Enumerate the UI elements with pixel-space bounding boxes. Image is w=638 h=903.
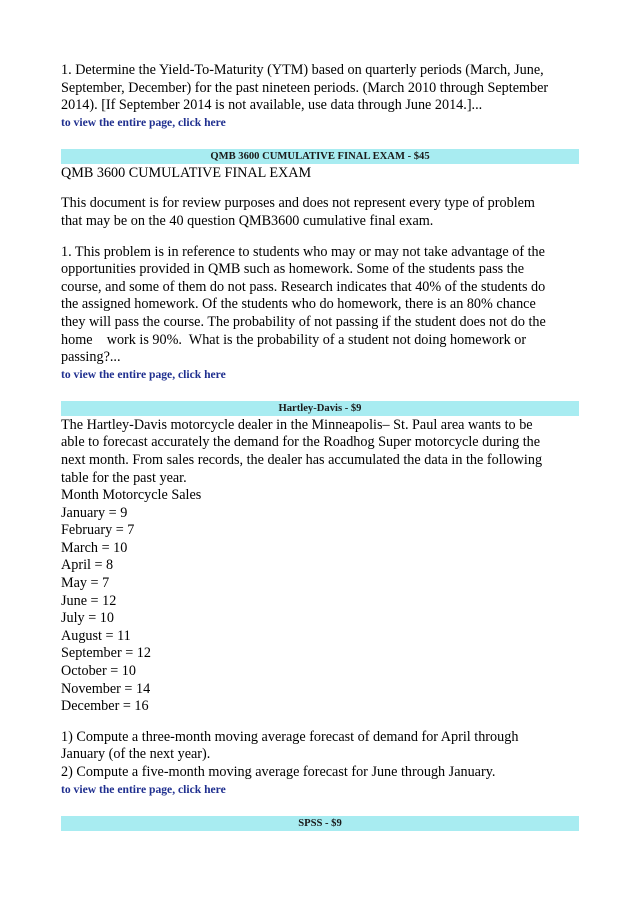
text-line: table for the past year. [61, 469, 187, 486]
list-item: July = 10 [61, 610, 114, 627]
document-title: QMB 3600 CUMULATIVE FINAL EXAM [61, 164, 312, 181]
spacer [61, 231, 579, 244]
product-header-spss[interactable]: SPSS - $9 [61, 816, 579, 831]
view-entire-page-link[interactable]: to view the entire page, click here [61, 115, 226, 129]
monthly-sales-list [61, 505, 579, 716]
homework-problem-paragraph [61, 244, 579, 367]
list-item: August = 11 [61, 627, 131, 644]
view-entire-page-link[interactable]: to view the entire page, click here [61, 367, 226, 381]
spacer [61, 182, 579, 195]
product-header-qmb3600[interactable]: QMB 3600 CUMULATIVE FINAL EXAM - $45 [61, 149, 579, 164]
list-item: May = 7 [61, 575, 110, 592]
text-line: 1) Compute a three-month moving average forecast of demand for April through [61, 728, 519, 745]
list-item: June = 12 [61, 592, 117, 609]
product-header-hartley-davis[interactable]: Hartley-Davis - $9 [61, 401, 579, 416]
text-line: September, December) for the past nineteen periods. (March 2010 through September [61, 79, 549, 96]
text-line: course, and some of them do not pass. Research indicates that 40% of the students do [61, 278, 546, 295]
list-item: March = 10 [61, 539, 128, 556]
text-line: 2014). [If September 2014 is not available, use data through June 2014.]... [61, 97, 483, 114]
text-line: passing?... [61, 349, 121, 366]
text-line: 2) Compute a five-month moving average forecast for June through January. [61, 764, 496, 780]
list-item: December = 16 [61, 698, 149, 715]
list-item: September = 12 [61, 645, 151, 662]
ytm-excerpt [61, 62, 579, 115]
list-item: January = 9 [61, 504, 128, 521]
view-entire-page-link[interactable]: to view the entire page, click here [61, 782, 226, 796]
list-item: February = 7 [61, 522, 135, 539]
forecast-questions [61, 729, 579, 782]
sales-table-heading: Month Motorcycle Sales [61, 487, 202, 504]
text-line: they will pass the course. The probability of not passing if the student does not do the [61, 313, 546, 330]
spacer [61, 716, 579, 729]
review-note-paragraph [61, 195, 579, 230]
text-line: January (of the next year). [61, 746, 211, 763]
list-item: October = 10 [61, 663, 136, 680]
text-line: that may be on the 40 question QMB3600 cumulative final exam. [61, 212, 434, 229]
text-line: the assigned homework. Of the students who do homework, there is an 80% chance [61, 296, 536, 313]
text-line: 1. Determine the Yield-To-Maturity (YTM) based on quarterly periods (March, June, [61, 62, 544, 78]
document-page [61, 62, 579, 832]
text-line: home work is 90%. What is the probability of a student not doing homework or [61, 331, 527, 348]
text-line: able to forecast accurately the demand for the Roadhog Super motorcycle during the [61, 434, 541, 451]
text-line: opportunities provided in QMB such as homework. Some of the students pass the [61, 261, 525, 278]
text-line: The Hartley-Davis motorcycle dealer in the Minneapolis– St. Paul area wants to be [61, 416, 533, 433]
hartley-davis-intro [61, 417, 579, 487]
text-line: next month. From sales records, the dealer has accumulated the data in the following [61, 451, 543, 468]
text-line: This document is for review purposes and does not represent every type of problem [61, 195, 535, 212]
list-item: April = 8 [61, 557, 114, 574]
list-item: November = 14 [61, 680, 151, 697]
text-line: 1. This problem is in reference to students who may or may not take advantage of the [61, 243, 545, 260]
